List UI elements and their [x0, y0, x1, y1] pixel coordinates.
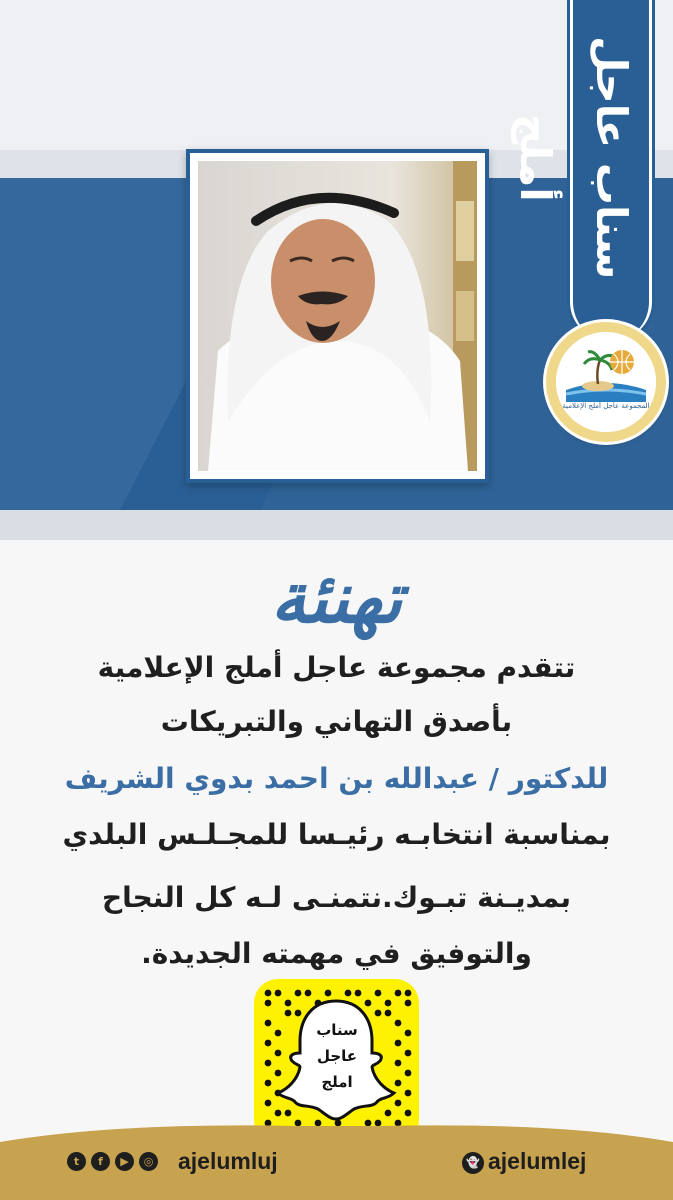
- greeting-title: تهنئة: [270, 556, 403, 639]
- twitter-icon[interactable]: t: [67, 1152, 86, 1171]
- brand-title: سناب عاجل أملج: [511, 36, 636, 280]
- snapcode-label-line-3: املج: [321, 1073, 353, 1091]
- facebook-icon[interactable]: f: [91, 1152, 110, 1171]
- message-line-4: بمناسبة انتخابـه رئيـسا للمجـلـس البلدي: [62, 818, 611, 851]
- message-line-recipient: للدكتور / عبدالله بن احمد بدوي الشريف: [64, 762, 609, 795]
- message-line-6: والتوفيق في مهمته الجديدة.: [141, 937, 532, 970]
- logo-caption: المجموعة عاجل أملج الإعلامية: [562, 402, 650, 410]
- message-line-5: بمديـنة تبـوك.نتمنـى لـه كل النجاح: [101, 881, 572, 914]
- message-line-1: تتقدم مجموعة عاجل أملج الإعلامية: [97, 651, 576, 684]
- island-palm-icon: [556, 332, 656, 432]
- logo-emblem: [556, 332, 656, 432]
- group-logo: [546, 322, 666, 442]
- snapcode-label-line-1: سناب: [316, 1021, 358, 1039]
- snap-handle[interactable]: ajelumlej: [488, 1148, 587, 1174]
- portrait-illustration: [198, 161, 477, 471]
- brand-strip: [511, 0, 652, 340]
- portrait-frame: [186, 149, 489, 483]
- youtube-icon[interactable]: ▶: [115, 1152, 134, 1171]
- portrait-photo: [198, 161, 477, 471]
- social-handle[interactable]: ajelumluj: [178, 1148, 278, 1174]
- message-line-2: بأصدق التهاني والتبريكات: [160, 705, 513, 738]
- snapcode-label: [306, 1017, 368, 1095]
- snapcode[interactable]: [254, 979, 419, 1144]
- snapcode-label-line-2: عاجل: [316, 1047, 358, 1065]
- snapchat-icon[interactable]: 👻: [462, 1152, 484, 1174]
- instagram-icon[interactable]: ◎: [139, 1152, 158, 1171]
